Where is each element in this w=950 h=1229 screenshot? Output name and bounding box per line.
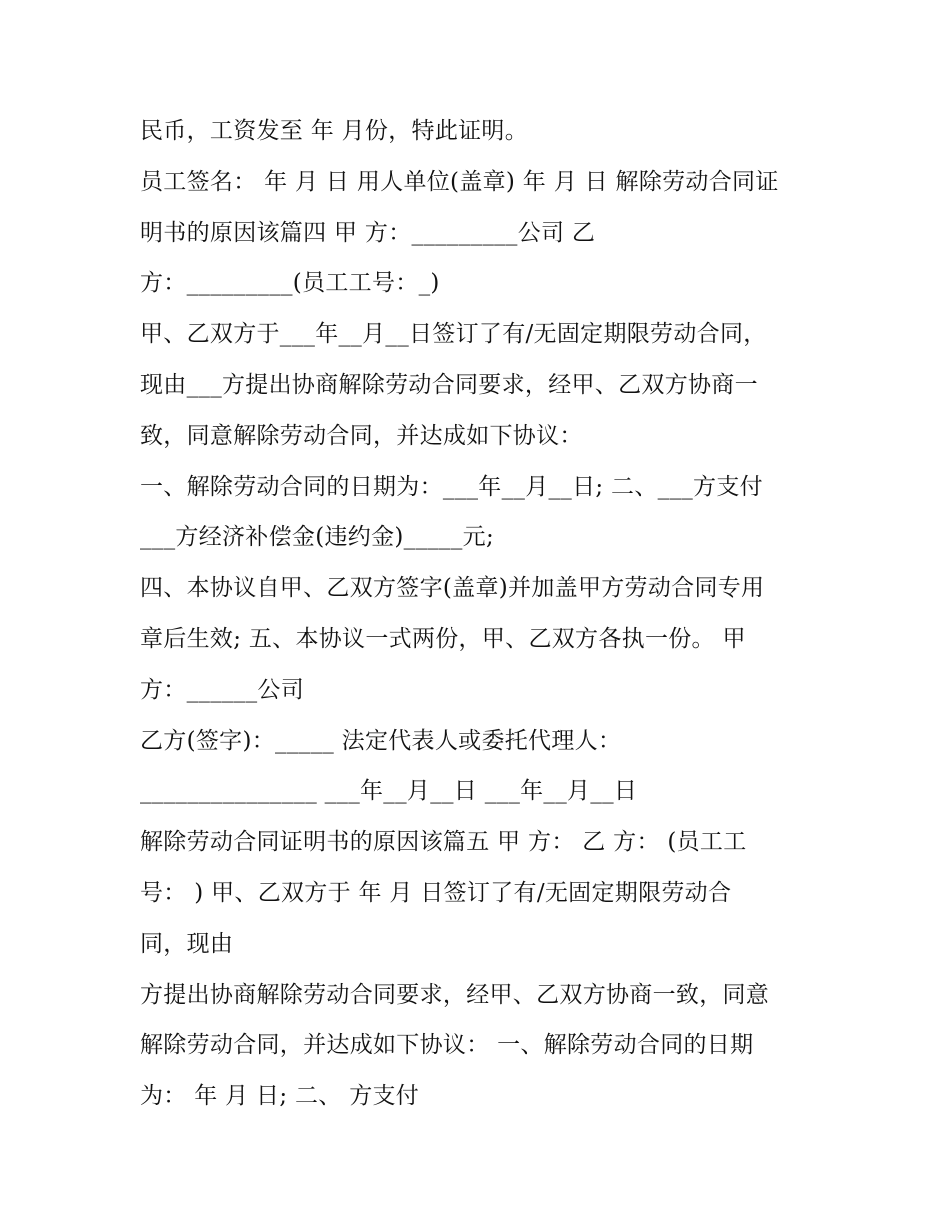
text-line: 员工签名： 年 月 日 用人单位(盖章) 年 月 日 解除劳动合同证: [140, 168, 779, 195]
text-line: 解除劳动合同，并达成如下协议： 一、解除劳动合同的日期: [140, 1032, 754, 1059]
text-line: 章后生效; 五、本协议一式两份，甲、乙双方各执一份。 甲: [140, 625, 746, 652]
text-line: 一、解除劳动合同的日期为：___年__月__日; 二、___方支付: [140, 473, 763, 500]
text-line: 方：______公司: [140, 676, 304, 703]
text-line: 致，同意解除劳动合同，并达成如下协议：: [140, 422, 583, 449]
text-line: 民币，工资发至 年 月份，特此证明。: [140, 118, 529, 144]
text-line: 同，现由: [140, 930, 234, 957]
text-line: 号： ) 甲、乙双方于 年 月 日签订了有/无固定期限劳动合: [140, 879, 732, 906]
text-line: ___方经济补偿金(违约金)_____元;: [140, 524, 494, 551]
text-line: 乙方(签字)：_____ 法定代表人或委托代理人：: [140, 727, 622, 754]
text-line: 明书的原因该篇四 甲 方：_________公司 乙: [140, 219, 596, 246]
text-line: 解除劳动合同证明书的原因该篇五 甲 方： 乙 方： (员工工: [140, 829, 747, 856]
text-line: _______________ ___年__月__日 ___年__月__日: [140, 778, 638, 805]
text-line: 方：_________(员工工号：_): [140, 270, 440, 297]
text-line: 为： 年 月 日; 二、 方支付: [140, 1083, 420, 1110]
document-body: [140, 106, 820, 1122]
text-line: 方提出协商解除劳动合同要求，经甲、乙双方协商一致，同意: [140, 981, 770, 1008]
text-line: 甲、乙双方于___年__月__日签订了有/无固定期限劳动合同，: [140, 321, 767, 348]
text-line: 现由___方提出协商解除劳动合同要求，经甲、乙双方协商一: [140, 371, 758, 398]
text-line: 四、本协议自甲、乙双方签字(盖章)并加盖甲方劳动合同专用: [140, 575, 765, 602]
